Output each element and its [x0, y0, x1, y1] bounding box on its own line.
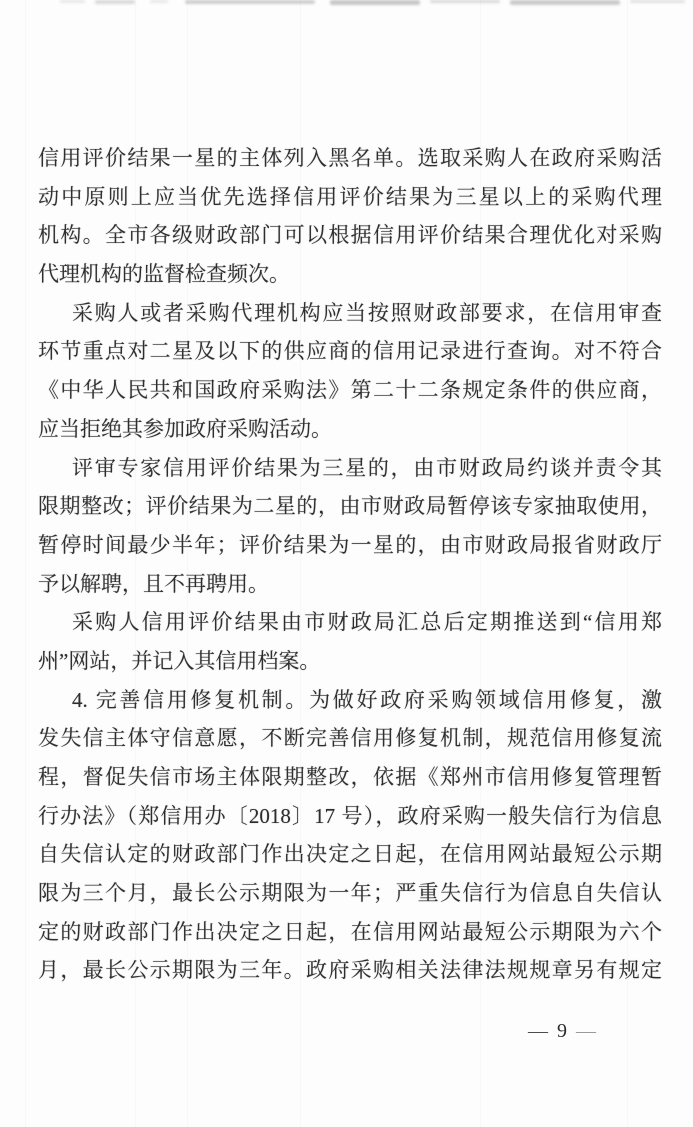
text-line: 月，最长公示期限为三年。政府采购相关法律法规规章另有规定 [38, 958, 662, 983]
text-line: 评审专家信用评价结果为三星的，由市财政局约谈并责令其 [72, 455, 662, 480]
page-footer [528, 1018, 596, 1044]
text-line: 行办法》（郑信用办〔2018〕17 号），政府采购一般失信行为信息 [38, 803, 662, 828]
text-line: 自失信认定的财政部门作出决定之日起，在信用网站最短公示期 [38, 842, 662, 867]
text-line: 代理机构的监督检查频次。 [38, 262, 290, 287]
scan-smudge-artifact [630, 0, 685, 3]
scan-smudge-artifact [510, 0, 620, 5]
page-number: 9 [557, 1020, 567, 1042]
text-line: 州”网站，并记入其信用档案。 [38, 648, 321, 673]
footer-right-dash: — [576, 1020, 596, 1042]
text-line: 采购人或者采购代理机构应当按照财政部要求，在信用审查 [72, 300, 662, 325]
text-line: 《中华人民共和国政府采购法》第二十二条规定条件的供应商， [38, 378, 662, 403]
scan-band-artifact [25, 0, 26, 1127]
text-line: 限期整改；评价结果为二星的，由市财政局暂停该专家抽取使用， [38, 494, 662, 519]
paragraph [38, 139, 662, 294]
text-line: 环节重点对二星及以下的供应商的信用记录进行查询。对不符合 [38, 339, 662, 364]
text-line: 动中原则上应当优先选择信用评价结果为三星以上的采购代理 [38, 184, 662, 209]
paragraph [38, 603, 662, 680]
scan-smudge-artifact [60, 0, 85, 3]
footer-left-dash: — [528, 1020, 548, 1042]
text-line: 暂停时间最少半年；评价结果为一星的，由市财政局报省财政厅 [38, 532, 662, 557]
paragraph [38, 449, 662, 604]
scan-smudge-artifact [185, 0, 315, 4]
text-line: 采购人信用评价结果由市财政局汇总后定期推送到“信用郑 [72, 610, 662, 635]
document-body [38, 139, 662, 990]
scan-smudge-artifact [330, 0, 420, 5]
scan-smudge-artifact [150, 0, 168, 3]
text-line: 4. 完善信用修复机制。为做好政府采购领域信用修复，激 [72, 687, 662, 712]
text-line: 予以解聘，且不再聘用。 [38, 571, 269, 596]
paragraph [38, 294, 662, 449]
text-line: 应当拒绝其参加政府采购活动。 [38, 416, 332, 441]
text-line: 信用评价结果一星的主体列入黑名单。选取采购人在政府采购活 [38, 146, 662, 170]
paragraph [38, 681, 662, 991]
text-line: 程，督促失信市场主体限期整改，依据《郑州市信用修复管理暂 [38, 765, 662, 789]
text-line: 机构。全市各级财政部门可以根据信用评价结果合理优化对采购 [38, 223, 662, 248]
text-line: 定的财政部门作出决定之日起，在信用网站最短公示期限为六个 [38, 919, 662, 944]
scan-smudge-artifact [430, 0, 500, 3]
text-line: 限为三个月，最长公示期限为一年；严重失信行为信息自失信认 [38, 881, 662, 906]
scan-smudge-artifact [95, 0, 135, 4]
text-line: 发失信主体守信意愿，不断完善信用修复机制，规范信用修复流 [38, 726, 662, 751]
